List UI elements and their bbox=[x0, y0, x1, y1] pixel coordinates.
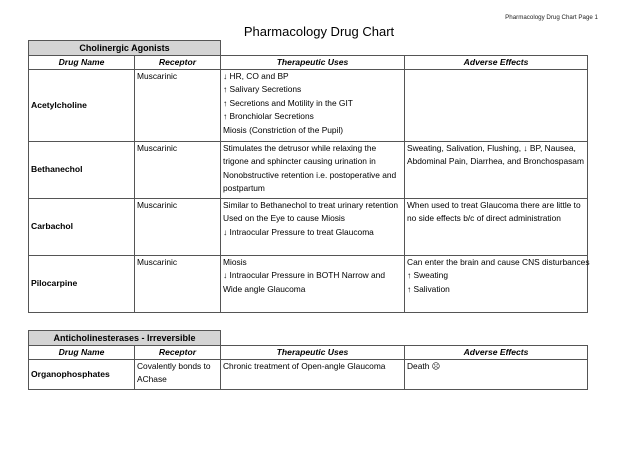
col-header-adverse-effects: Adverse Effects bbox=[405, 346, 588, 360]
adverse-line: no side effects b/c of direct administration bbox=[407, 213, 561, 224]
drug-name-cell: Pilocarpine bbox=[29, 256, 135, 313]
uses-cell bbox=[221, 360, 405, 390]
cholinergic-agonists-table bbox=[28, 40, 588, 313]
col-header-drug-name: Drug Name bbox=[29, 346, 135, 360]
drug-name-cell: Organophosphates bbox=[29, 360, 135, 390]
adverse-line: Can enter the brain and cause CNS disturbances bbox=[407, 257, 590, 267]
uses-line: Nonobstructive retention i.e. postoperative and bbox=[223, 169, 397, 180]
uses-cell bbox=[221, 70, 405, 142]
col-header-receptor: Receptor bbox=[135, 56, 221, 70]
col-header-receptor: Receptor bbox=[135, 346, 221, 360]
page-header-label: Pharmacology Drug Chart Page 1 bbox=[505, 14, 598, 21]
uses-line: Stimulates the detrusor while relaxing the bbox=[223, 143, 377, 153]
col-header-drug-name: Drug Name bbox=[29, 56, 135, 70]
uses-line: ↓ Intraocular Pressure in BOTH Narrow and bbox=[223, 270, 385, 281]
uses-line: trigone and sphincter causing urination in bbox=[223, 156, 376, 167]
anticholinesterases-table bbox=[28, 330, 588, 390]
adverse-line: Sweating, Salivation, Flushing, ↓ BP, Nausea, bbox=[407, 143, 576, 153]
adverse-cell bbox=[405, 256, 588, 313]
receptor-cell bbox=[135, 256, 221, 313]
column-header-row bbox=[29, 56, 588, 70]
adverse-cell bbox=[405, 360, 588, 390]
table-row bbox=[29, 256, 588, 313]
uses-cell bbox=[221, 142, 405, 199]
adverse-line: Abdominal Pain, Diarrhea, and Bronchospasam bbox=[407, 156, 584, 167]
drug-name-cell: Acetylcholine bbox=[29, 70, 135, 142]
uses-line: Chronic treatment of Open-angle Glaucoma bbox=[223, 361, 386, 371]
uses-cell bbox=[221, 199, 405, 256]
table-row bbox=[29, 70, 588, 142]
adverse-line: ↑ Salivation bbox=[407, 283, 450, 294]
table-row bbox=[29, 142, 588, 199]
adverse-line: ↑ Sweating bbox=[407, 270, 448, 281]
col-header-therapeutic-uses: Therapeutic Uses bbox=[221, 56, 405, 70]
receptor-cell bbox=[135, 70, 221, 142]
adverse-cell bbox=[405, 70, 588, 142]
receptor-line: Muscarinic bbox=[137, 71, 178, 81]
uses-line: Wide angle Glaucoma bbox=[223, 283, 306, 294]
column-header-row bbox=[29, 346, 588, 360]
receptor-line: AChase bbox=[137, 374, 167, 385]
uses-line: Similar to Bethanechol to treat urinary retention bbox=[223, 200, 399, 210]
table-row bbox=[29, 199, 588, 256]
receptor-line: Covalently bonds to bbox=[137, 361, 211, 371]
section-title-row bbox=[29, 41, 588, 56]
adverse-line: When used to treat Glaucoma there are little to bbox=[407, 200, 581, 210]
receptor-cell bbox=[135, 142, 221, 199]
col-header-adverse-effects: Adverse Effects bbox=[405, 56, 588, 70]
uses-line: Miosis bbox=[223, 257, 247, 267]
uses-line: Miosis (Constriction of the Pupil) bbox=[223, 124, 344, 135]
document-title: Pharmacology Drug Chart bbox=[243, 24, 395, 39]
uses-line: ↑ Secretions and Motility in the GIT bbox=[223, 97, 353, 108]
receptor-line: Muscarinic bbox=[137, 257, 178, 267]
receptor-line: Muscarinic bbox=[137, 200, 178, 210]
uses-line: Used on the Eye to cause Miosis bbox=[223, 213, 345, 224]
section-title-row bbox=[29, 331, 588, 346]
uses-cell bbox=[221, 256, 405, 313]
uses-line: ↑ Salivary Secretions bbox=[223, 84, 302, 95]
adverse-cell bbox=[405, 199, 588, 256]
table-row bbox=[29, 360, 588, 390]
drug-name-cell: Carbachol bbox=[29, 199, 135, 256]
uses-line: ↓ HR, CO and BP bbox=[223, 71, 289, 81]
uses-line: postpartum bbox=[223, 183, 265, 194]
receptor-cell bbox=[135, 199, 221, 256]
adverse-cell bbox=[405, 142, 588, 199]
receptor-cell bbox=[135, 360, 221, 390]
drug-name-cell: Bethanechol bbox=[29, 142, 135, 199]
section-title: Anticholinesterases - Irreversible bbox=[29, 331, 221, 346]
uses-line: ↓ Intraocular Pressure to treat Glaucoma bbox=[223, 226, 374, 237]
adverse-line: Death ☹ bbox=[407, 361, 441, 371]
section-title: Cholinergic Agonists bbox=[29, 41, 221, 56]
uses-line: ↑ Bronchiolar Secretions bbox=[223, 111, 314, 122]
receptor-line: Muscarinic bbox=[137, 143, 178, 153]
col-header-therapeutic-uses: Therapeutic Uses bbox=[221, 346, 405, 360]
